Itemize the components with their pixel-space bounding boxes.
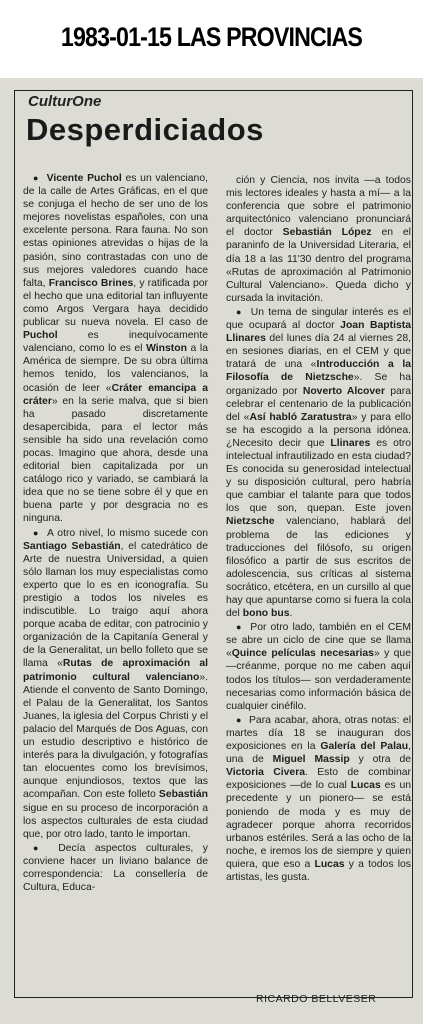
- bold-text: Victoria Civera: [226, 767, 306, 779]
- masthead: [0, 0, 423, 76]
- bold-text: Sebastián: [158, 789, 208, 801]
- body-text: » en la serie malva, que si bien ha pasado discretamente desapercibida, para el lector más sensible ha sido una revelación como pocas. Imagino que ahora, desde una editorial bien capitalizada por un catálogo rico y variado, se cambiará la idea que no se tiene sobre él y que en buena parte y por desgracia no es ninguna.: [23, 395, 208, 525]
- body-text: A otro nivel, lo mismo sucede con: [47, 527, 209, 539]
- body-text: , una de: [226, 741, 411, 766]
- left-column: [23, 172, 208, 894]
- body-text: para celebrar el centenario de la publicación del «: [226, 385, 411, 423]
- bold-text: Winston: [146, 343, 187, 355]
- bold-text: Rutas de aproximación al patrimonio cultural valenciano: [23, 658, 208, 683]
- section-name: CulturOne: [28, 93, 102, 110]
- article-paragraph: [23, 527, 208, 841]
- body-text: en el paraninfo de la Universidad Literaria, el día 18 a las 11'30 dentro del programa «Rutas de aproximación al Patrimonio Cultural Valenciano». Queda dicho y cursada la invitación.: [226, 227, 411, 304]
- bullet-mark: ●: [236, 306, 247, 317]
- bold-text: Llinares: [330, 437, 371, 449]
- body-text: valenciano, hablará del problema de las ediciones y traducciones del filósofo, su origen filosófico a partir de sus escritos de adolescencia, sus críticas al sistema socrático, etcétera, en un cursillo al que hay que apuntarse como si fuera la cola del: [226, 516, 411, 620]
- bold-text: Galería del Palau: [320, 741, 409, 753]
- article-paragraph: [23, 842, 208, 894]
- body-text: sigue en su proceso de incorporación a los aspectos culturales de esta ciudad que, por otro lado, tanto le importan.: [23, 802, 208, 840]
- article-paragraph: [23, 172, 208, 526]
- article-paragraph: [226, 621, 411, 713]
- bold-text: Sebastián López: [282, 227, 372, 239]
- body-text: » y que —créanme, porque no me caben aquí todos los títulos— son verdaderamente necesarias como información básica de cualquier cinéfilo.: [226, 648, 411, 712]
- masthead-title: 1983-01-15 LAS PROVINCIAS: [60, 22, 363, 52]
- byline: RICARDO BELLVESER: [256, 993, 377, 1005]
- bold-text: Lucas: [350, 780, 381, 792]
- body-text: es inequívocamente valenciano, como lo es el: [23, 330, 208, 355]
- bullet-mark: ●: [236, 622, 247, 633]
- body-text: ción y Ciencia, nos invita —a todos mis lectores ideales y hasta a mí— a la conferencia que sobre el patrimonio arquitectónico valenciano pronunciará el doctor: [226, 175, 411, 239]
- bullet-mark: ●: [33, 173, 43, 183]
- article-paragraph: [226, 306, 411, 620]
- body-text: ». Se ha organizado por: [226, 372, 411, 397]
- bold-text: Cráter emancipa a cráter: [23, 382, 208, 407]
- body-text: y a todos los artistas, les gusta.: [226, 858, 411, 883]
- body-text: a la América de siempre. De su obra última hemos tenido, los valencianos, la ocasión de leer «: [23, 343, 209, 394]
- bullet-mark: ●: [236, 714, 245, 725]
- body-text: Para acabar, ahora, otras notas: el martes día 18 se inauguran dos exposiciones en la: [226, 714, 412, 753]
- article-paragraph: [226, 714, 411, 884]
- right-column: [226, 174, 411, 884]
- bold-text: Joan Baptista Llinares: [226, 320, 411, 345]
- bold-text: Puchol: [23, 330, 58, 342]
- body-text: ». Atiende el convento de Santo Domingo, el Palau de la Generalitat, los Santos Juanes, la iglesia del Corpus Christi y el palacio del Marqués de Dos Aguas, con un estudio descriptivo e histórico de interés para la divulgación, y fotografías tan elocuentes como los brevísimos, aunque enjundiosos, textos que las acompañan. Con este folleto: [23, 671, 208, 801]
- body-text: Por otro lado, también en el CEM se abre un ciclo de cine que se llama «: [226, 622, 411, 660]
- bold-text: Lucas: [314, 858, 345, 870]
- body-text: . Esto de combinar exposiciones —de lo cual: [226, 767, 411, 792]
- body-text: es otro intelectual infrautilizado en esta ciudad? Es conocida su generosidad intelectual y su disposición cultural, pero habría que cambiar el talante para que todos los que son, quepan. Este joven: [226, 437, 411, 515]
- body-text: del lunes día 24 al viernes 28, en sesiones diarias, en el CEM y que tratará de una «: [226, 333, 411, 371]
- bold-text: Noverto Alcover: [302, 385, 385, 397]
- bold-text: bono bus: [242, 608, 290, 620]
- bullet-mark: ●: [33, 842, 55, 853]
- bold-text: Quince películas necesarias: [231, 648, 374, 660]
- bullet-mark: ●: [33, 527, 44, 538]
- bold-text: Vicente Puchol: [46, 173, 122, 184]
- body-text: Un tema de singular interés es el que ocupará al doctor: [226, 306, 411, 332]
- bold-text: Nietzsche: [226, 516, 275, 528]
- bold-text: Francisco Brines: [48, 277, 134, 289]
- bold-text: Así habló Zaratustra: [249, 411, 352, 423]
- bold-text: Introducción a la Filosofía de Nietzsche: [226, 359, 411, 384]
- body-text: y otra de: [349, 754, 411, 766]
- body-text: , y ratificada por el hecho que una editorial tan influyente como Argos Vergara haya decidido publicar su nueva novela. El caso de: [23, 277, 209, 329]
- bold-text: Santiago Sebastián: [23, 540, 121, 552]
- body-text: es un valenciano, de la calle de Artes Gráficas, en el que se conjuga el hecho de ser uno de los mejores novelistas españoles, con una excelente persona. Rara fauna. No son estas opiniones atrevidas o hijas de la pasión, sino contrastadas con uno de sus mejores valedores cuando hace falta,: [23, 173, 209, 289]
- body-text: es un precedente y un pionero— se está poniendo de moda y es muy de agradecer porque ahorra recorridos urbanos estériles. Será a las ocho de la noche, e iremos los de siempre y quien quiera, que eso a: [226, 780, 412, 870]
- body-text: » y para ello se ha escogido a la persona idónea. ¿Necesito decir que: [226, 411, 411, 449]
- body-text: Decía aspectos culturales, y conviene hacer un liviano balance de correspondencia: La consellería de Cultura, Educa-: [23, 842, 208, 894]
- bold-text: Miguel Massip: [272, 754, 350, 766]
- body-text: , el catedrático de Arte de nuestra Universidad, a quien sólo llaman los muy especialistas como experto que lo es en iconografía. Su prestigio a todos los niveles es indiscutible. Lo traigo aquí ahora porque acaba de editar, con patrocinio y organización de la Capitanía General y de la Generalitat, un bello folleto que se llama «: [23, 540, 208, 670]
- article-headline: Desperdiciados: [26, 112, 264, 147]
- article-paragraph: [226, 174, 411, 305]
- body-text: .: [289, 608, 293, 620]
